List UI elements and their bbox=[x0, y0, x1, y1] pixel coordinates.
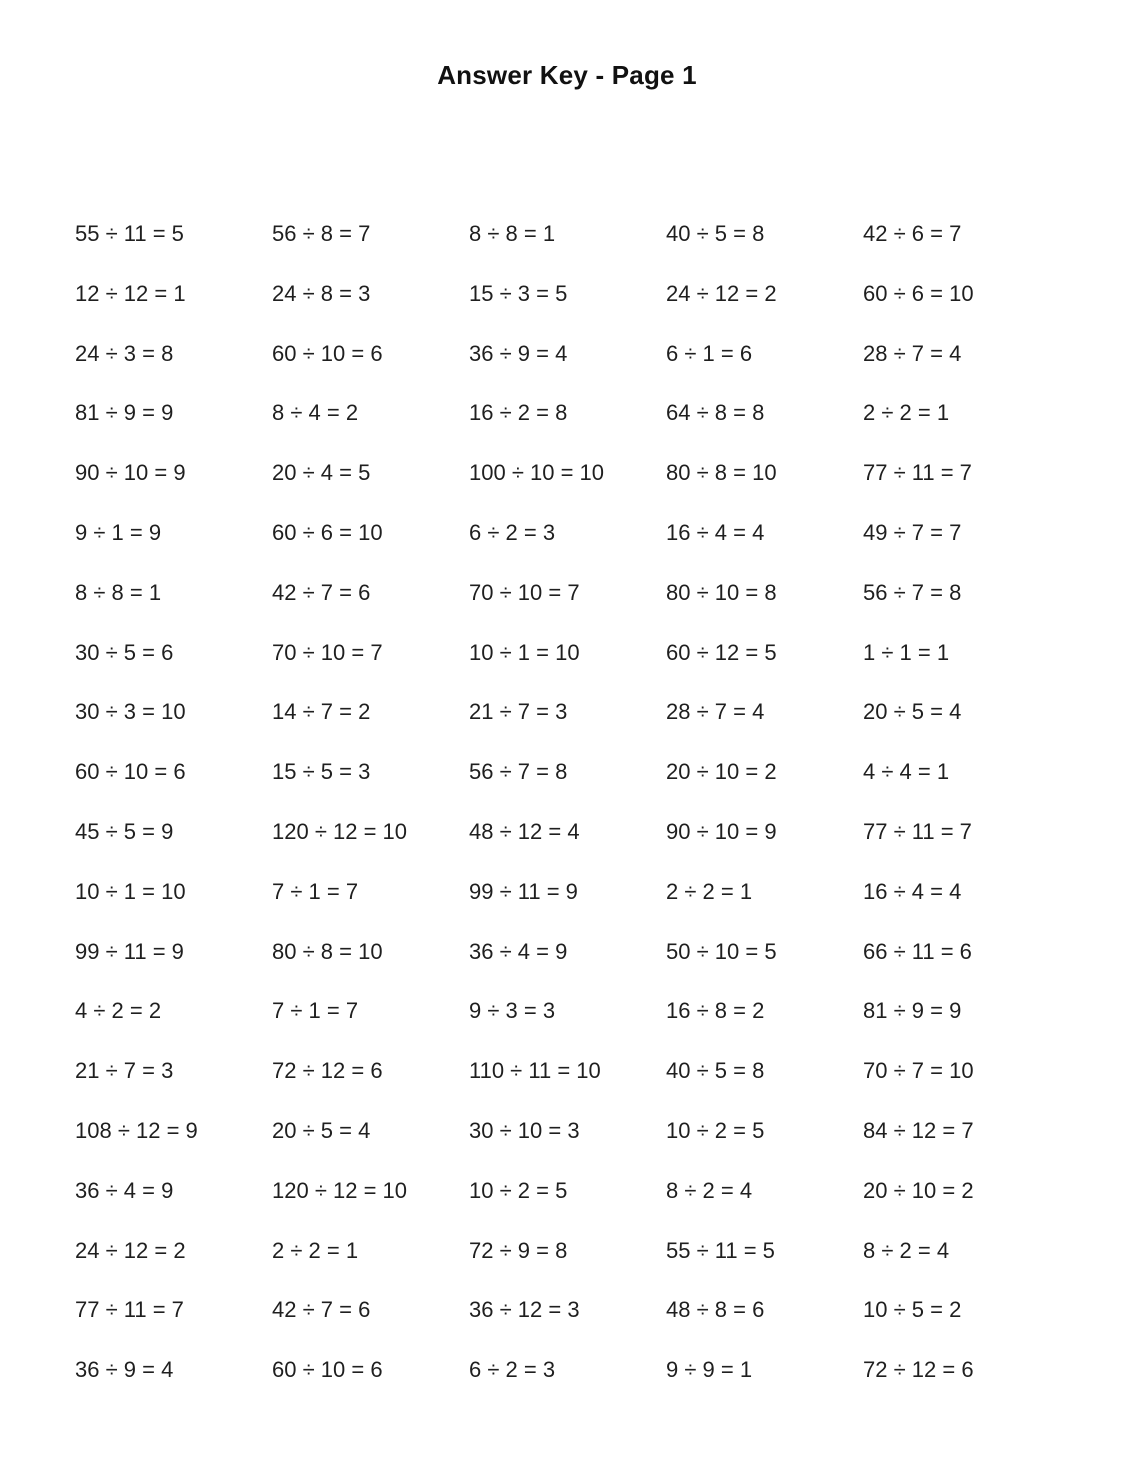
division-problem: 6 ÷ 2 = 3 bbox=[469, 519, 556, 545]
division-problem: 12 ÷ 12 = 1 bbox=[75, 280, 186, 306]
division-problem: 60 ÷ 10 = 6 bbox=[75, 759, 186, 785]
division-problem: 60 ÷ 12 = 5 bbox=[666, 639, 777, 665]
division-problem: 30 ÷ 3 = 10 bbox=[75, 699, 186, 725]
division-problem: 80 ÷ 8 = 10 bbox=[666, 460, 777, 486]
division-problem: 1 ÷ 1 = 1 bbox=[863, 639, 950, 665]
division-problem: 80 ÷ 8 = 10 bbox=[272, 938, 383, 964]
division-problem: 8 ÷ 4 = 2 bbox=[272, 400, 359, 426]
division-problem: 72 ÷ 12 = 6 bbox=[863, 1357, 974, 1383]
division-problem: 56 ÷ 8 = 7 bbox=[272, 221, 371, 246]
division-problem: 20 ÷ 5 = 4 bbox=[863, 699, 962, 725]
division-problem: 28 ÷ 7 = 4 bbox=[863, 340, 962, 366]
division-problem: 10 ÷ 1 = 10 bbox=[469, 639, 580, 665]
division-problem: 81 ÷ 9 = 9 bbox=[75, 400, 174, 426]
division-problem: 36 ÷ 9 = 4 bbox=[469, 340, 568, 366]
division-problem: 60 ÷ 6 = 10 bbox=[863, 280, 974, 306]
division-problem: 15 ÷ 3 = 5 bbox=[469, 280, 568, 306]
division-problem: 21 ÷ 7 = 3 bbox=[469, 699, 568, 725]
division-problem: 8 ÷ 2 = 4 bbox=[666, 1177, 753, 1203]
division-problem: 81 ÷ 9 = 9 bbox=[863, 998, 962, 1024]
division-problem: 99 ÷ 11 = 9 bbox=[75, 938, 184, 964]
division-problem: 10 ÷ 5 = 2 bbox=[863, 1297, 962, 1323]
division-problem: 70 ÷ 10 = 7 bbox=[469, 579, 580, 605]
division-problem: 36 ÷ 12 = 3 bbox=[469, 1297, 580, 1323]
division-problem: 24 ÷ 12 = 2 bbox=[75, 1237, 186, 1263]
division-problem: 120 ÷ 12 = 10 bbox=[272, 1177, 408, 1203]
division-problem: 70 ÷ 7 = 10 bbox=[863, 1058, 974, 1084]
division-problem: 72 ÷ 12 = 6 bbox=[272, 1058, 383, 1084]
division-problem: 2 ÷ 2 = 1 bbox=[272, 1237, 359, 1263]
division-problem: 20 ÷ 4 = 5 bbox=[272, 460, 371, 486]
division-problem: 15 ÷ 5 = 3 bbox=[272, 759, 371, 785]
division-problem: 16 ÷ 2 = 8 bbox=[469, 400, 568, 426]
division-problem: 6 ÷ 1 = 6 bbox=[666, 340, 753, 366]
division-problem: 60 ÷ 6 = 10 bbox=[272, 519, 383, 545]
division-problem: 48 ÷ 12 = 4 bbox=[469, 818, 580, 844]
division-problem: 64 ÷ 8 = 8 bbox=[666, 400, 765, 426]
division-problem: 42 ÷ 6 = 7 bbox=[863, 221, 962, 246]
division-problem: 70 ÷ 10 = 7 bbox=[272, 639, 383, 665]
division-problem: 8 ÷ 8 = 1 bbox=[75, 579, 162, 605]
division-problem: 56 ÷ 7 = 8 bbox=[469, 759, 568, 785]
division-problem: 40 ÷ 5 = 8 bbox=[666, 221, 765, 246]
division-problem: 30 ÷ 10 = 3 bbox=[469, 1117, 580, 1143]
division-problem: 4 ÷ 2 = 2 bbox=[75, 998, 162, 1024]
division-problem: 50 ÷ 10 = 5 bbox=[666, 938, 777, 964]
division-problem: 77 ÷ 11 = 7 bbox=[863, 818, 972, 844]
division-problem: 8 ÷ 8 = 1 bbox=[469, 221, 556, 246]
division-problem: 72 ÷ 9 = 8 bbox=[469, 1237, 568, 1263]
division-problem: 66 ÷ 11 = 6 bbox=[863, 938, 972, 964]
division-problem: 90 ÷ 10 = 9 bbox=[75, 460, 186, 486]
division-problem: 16 ÷ 4 = 4 bbox=[863, 878, 962, 904]
division-problem: 6 ÷ 2 = 3 bbox=[469, 1357, 556, 1383]
division-problem: 45 ÷ 5 = 9 bbox=[75, 818, 174, 844]
division-problem: 42 ÷ 7 = 6 bbox=[272, 579, 371, 605]
division-problem: 9 ÷ 9 = 1 bbox=[666, 1357, 753, 1383]
division-problem: 10 ÷ 1 = 10 bbox=[75, 878, 186, 904]
division-problem: 56 ÷ 7 = 8 bbox=[863, 579, 962, 605]
division-problem: 7 ÷ 1 = 7 bbox=[272, 998, 359, 1024]
division-problem: 48 ÷ 8 = 6 bbox=[666, 1297, 765, 1323]
division-problem: 16 ÷ 8 = 2 bbox=[666, 998, 765, 1024]
division-problem: 20 ÷ 5 = 4 bbox=[272, 1117, 371, 1143]
division-problem: 20 ÷ 10 = 2 bbox=[863, 1177, 974, 1203]
division-problem: 100 ÷ 10 = 10 bbox=[469, 460, 605, 486]
division-problem: 2 ÷ 2 = 1 bbox=[863, 400, 950, 426]
division-problem: 36 ÷ 9 = 4 bbox=[75, 1357, 174, 1383]
division-problem: 36 ÷ 4 = 9 bbox=[75, 1177, 174, 1203]
division-problem: 49 ÷ 7 = 7 bbox=[863, 519, 962, 545]
division-problem: 10 ÷ 2 = 5 bbox=[666, 1117, 765, 1143]
division-problem: 99 ÷ 11 = 9 bbox=[469, 878, 578, 904]
page-title: Answer Key - Page 1 bbox=[437, 60, 697, 90]
division-problem: 24 ÷ 8 = 3 bbox=[272, 280, 371, 306]
division-problem: 9 ÷ 3 = 3 bbox=[469, 998, 556, 1024]
division-problem: 84 ÷ 12 = 7 bbox=[863, 1117, 974, 1143]
division-problem: 10 ÷ 2 = 5 bbox=[469, 1177, 568, 1203]
division-problem: 16 ÷ 4 = 4 bbox=[666, 519, 765, 545]
division-problem: 28 ÷ 7 = 4 bbox=[666, 699, 765, 725]
division-problem: 8 ÷ 2 = 4 bbox=[863, 1237, 950, 1263]
problem-grid bbox=[75, 218, 1060, 1414]
division-problem: 24 ÷ 12 = 2 bbox=[666, 280, 777, 306]
division-problem: 2 ÷ 2 = 1 bbox=[666, 878, 753, 904]
division-problem: 110 ÷ 11 = 10 bbox=[469, 1058, 601, 1084]
division-problem: 108 ÷ 12 = 9 bbox=[75, 1117, 198, 1143]
division-problem: 9 ÷ 1 = 9 bbox=[75, 519, 162, 545]
division-problem: 60 ÷ 10 = 6 bbox=[272, 1357, 383, 1383]
division-problem: 120 ÷ 12 = 10 bbox=[272, 818, 408, 844]
division-problem: 40 ÷ 5 = 8 bbox=[666, 1058, 765, 1084]
division-problem: 36 ÷ 4 = 9 bbox=[469, 938, 568, 964]
division-problem: 14 ÷ 7 = 2 bbox=[272, 699, 371, 725]
division-problem: 80 ÷ 10 = 8 bbox=[666, 579, 777, 605]
division-problem: 42 ÷ 7 = 6 bbox=[272, 1297, 371, 1323]
division-problem: 77 ÷ 11 = 7 bbox=[863, 460, 972, 486]
division-problem: 90 ÷ 10 = 9 bbox=[666, 818, 777, 844]
division-problem: 24 ÷ 3 = 8 bbox=[75, 340, 174, 366]
division-problem: 30 ÷ 5 = 6 bbox=[75, 639, 174, 665]
division-problem: 77 ÷ 11 = 7 bbox=[75, 1297, 184, 1323]
division-problem: 20 ÷ 10 = 2 bbox=[666, 759, 777, 785]
division-problem: 60 ÷ 10 = 6 bbox=[272, 340, 383, 366]
division-problem: 4 ÷ 4 = 1 bbox=[863, 759, 950, 785]
division-problem: 55 ÷ 11 = 5 bbox=[666, 1237, 775, 1263]
division-problem: 7 ÷ 1 = 7 bbox=[272, 878, 359, 904]
division-problem: 21 ÷ 7 = 3 bbox=[75, 1058, 174, 1084]
division-problem: 55 ÷ 11 = 5 bbox=[75, 221, 184, 246]
